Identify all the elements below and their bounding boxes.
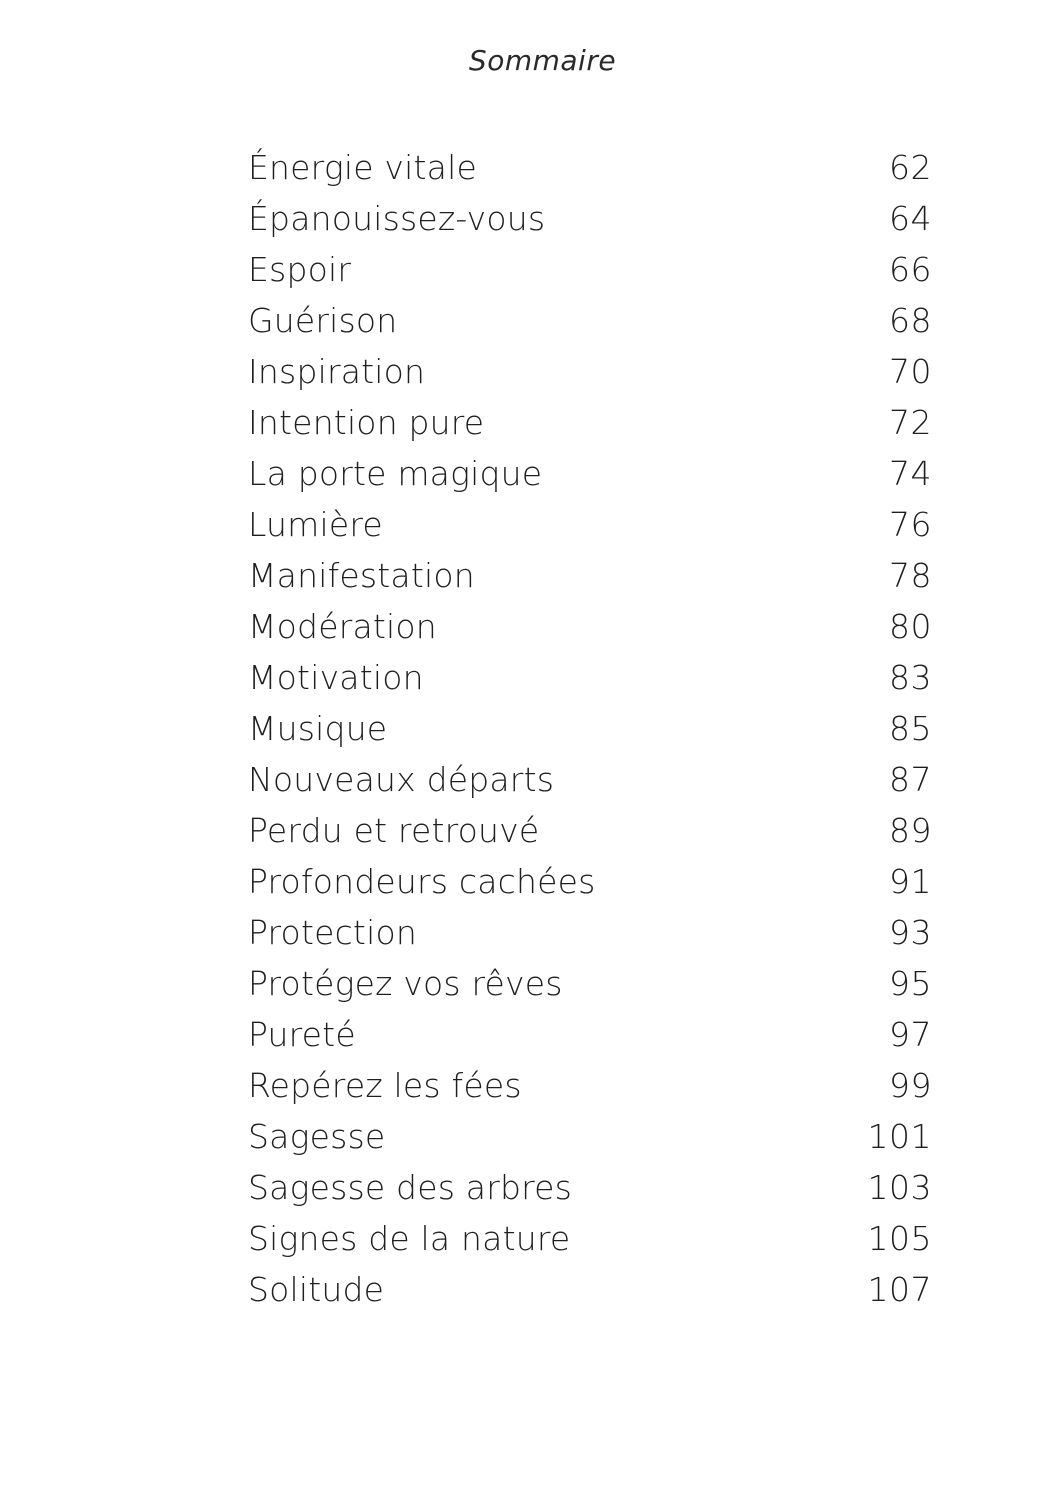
toc-entry — [248, 448, 932, 499]
toc-entry-page-number: 64 — [889, 199, 932, 238]
toc-entry — [248, 805, 932, 856]
toc-entry — [248, 142, 932, 193]
table-of-contents — [248, 142, 932, 1315]
toc-entry-title: Signes de la nature — [248, 1219, 571, 1258]
toc-entry-page-number: 93 — [889, 913, 932, 952]
toc-entry-page-number: 91 — [889, 862, 932, 901]
toc-entry-page-number: 107 — [867, 1270, 932, 1309]
toc-entry-title: Repérez les fées — [248, 1066, 522, 1105]
toc-entry-title: Perdu et retrouvé — [248, 811, 540, 850]
toc-entry-page-number: 66 — [889, 250, 932, 289]
toc-entry-page-number: 78 — [889, 556, 932, 595]
toc-entry — [248, 550, 932, 601]
toc-entry-title: Motivation — [248, 658, 424, 697]
toc-entry — [248, 1162, 932, 1213]
toc-entry — [248, 1213, 932, 1264]
toc-entry — [248, 499, 932, 550]
toc-entry-page-number: 95 — [889, 964, 932, 1003]
toc-entry-page-number: 103 — [867, 1168, 932, 1207]
toc-entry-title: Protégez vos rêves — [248, 964, 563, 1003]
toc-entry-title: Musique — [248, 709, 388, 748]
toc-entry — [248, 397, 932, 448]
toc-entry-page-number: 72 — [889, 403, 932, 442]
toc-entry-title: Sagesse — [248, 1117, 386, 1156]
toc-entry-page-number: 74 — [889, 454, 932, 493]
toc-entry-title: Protection — [248, 913, 417, 952]
toc-entry-page-number: 87 — [889, 760, 932, 799]
toc-entry — [248, 703, 932, 754]
toc-entry-title: Nouveaux départs — [248, 760, 555, 799]
toc-entry-title: Épanouissez-vous — [248, 199, 546, 238]
toc-entry-title: Espoir — [248, 250, 352, 289]
toc-entry — [248, 856, 932, 907]
toc-entry — [248, 754, 932, 805]
toc-entry-page-number: 80 — [889, 607, 932, 646]
toc-entry-title: Modération — [248, 607, 437, 646]
toc-entry-page-number: 99 — [889, 1066, 932, 1105]
toc-entry — [248, 652, 932, 703]
toc-entry — [248, 1111, 932, 1162]
toc-entry-title: Profondeurs cachées — [248, 862, 596, 901]
toc-entry-page-number: 97 — [889, 1015, 932, 1054]
toc-entry — [248, 1060, 932, 1111]
toc-entry — [248, 295, 932, 346]
toc-entry-page-number: 101 — [867, 1117, 932, 1156]
toc-entry-title: Inspiration — [248, 352, 426, 391]
toc-entry-title: Lumière — [248, 505, 383, 544]
toc-entry-title: Sagesse des arbres — [248, 1168, 573, 1207]
toc-entry-page-number: 83 — [889, 658, 932, 697]
toc-entry-page-number: 76 — [889, 505, 932, 544]
toc-entry — [248, 1009, 932, 1060]
toc-entry-page-number: 105 — [867, 1219, 932, 1258]
toc-entry-title: Solitude — [248, 1270, 385, 1309]
toc-entry-page-number: 85 — [889, 709, 932, 748]
toc-entry-title: Intention pure — [248, 403, 485, 442]
toc-entry — [248, 601, 932, 652]
toc-entry — [248, 1264, 932, 1315]
toc-entry-title: Manifestation — [248, 556, 475, 595]
toc-entry — [248, 193, 932, 244]
toc-entry-title: La porte magique — [248, 454, 543, 493]
toc-entry-title: Guérison — [248, 301, 398, 340]
toc-entry — [248, 244, 932, 295]
toc-entry-page-number: 70 — [889, 352, 932, 391]
toc-entry-title: Pureté — [248, 1015, 356, 1054]
page-title: Sommaire — [468, 44, 617, 77]
toc-entry — [248, 346, 932, 397]
toc-entry-page-number: 89 — [889, 811, 932, 850]
toc-entry — [248, 958, 932, 1009]
toc-entry-page-number: 68 — [889, 301, 932, 340]
toc-entry-page-number: 62 — [889, 148, 932, 187]
toc-entry — [248, 907, 932, 958]
toc-entry-title: Énergie vitale — [248, 148, 477, 187]
